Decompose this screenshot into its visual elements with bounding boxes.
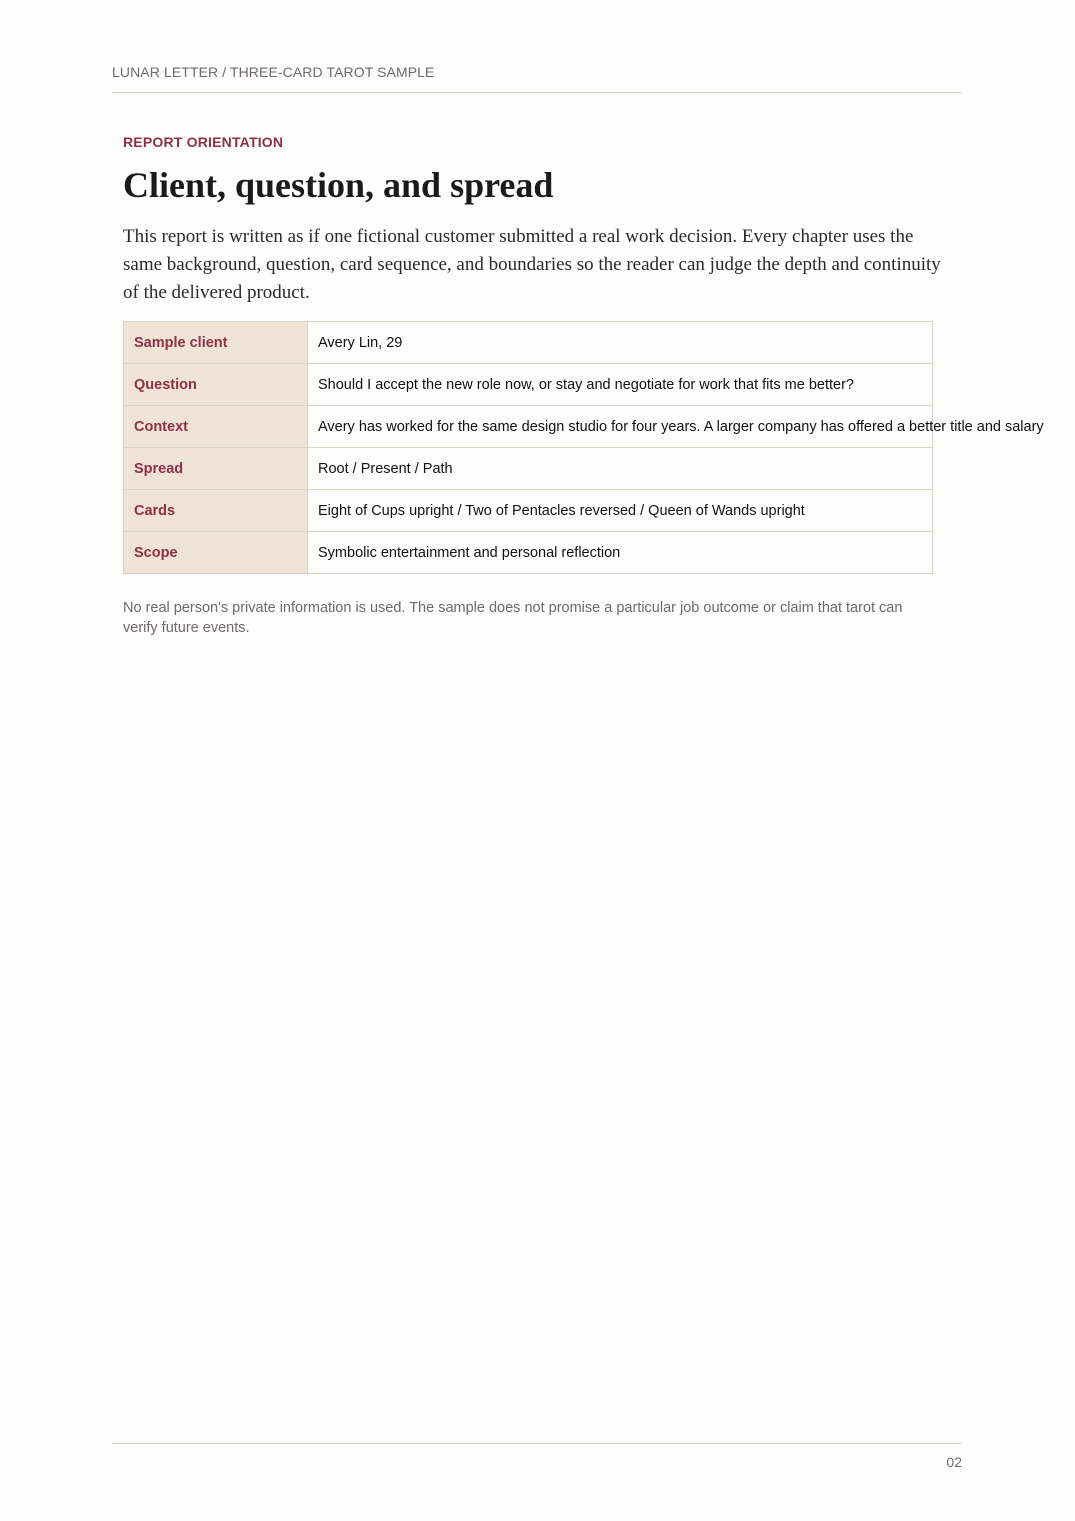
disclaimer-note: No real person's private information is used. The sample does not promise a particular job outcome or claim that tarot can verify future events. [123,600,903,636]
fact-value-cards: Eight of Cups upright / Two of Pentacles reversed / Queen of Wands upright [308,490,933,532]
fact-label-spread: Spread [124,448,308,490]
page-number: 02 [946,1454,962,1470]
table-row [124,532,933,574]
fact-value-scope: Symbolic entertainment and personal reflection [308,532,933,574]
report-section [123,133,1044,638]
footer-divider [112,1443,962,1444]
fact-value-question: Should I accept the new role now, or stay and negotiate for work that fits me better? [308,364,933,406]
table-row [124,448,933,490]
table-row [124,364,933,406]
running-header: LUNAR LETTER / THREE-CARD TAROT SAMPLE [112,64,435,80]
client-facts-table [123,321,1044,574]
table-row [124,406,933,448]
fact-value-sample-client: Avery Lin, 29 [308,322,933,364]
fact-label-sample-client: Sample client [124,322,308,364]
fact-label-context: Context [124,406,308,448]
intro-paragraph: This report is written as if one fictional customer submitted a real work decision. Every chapter uses the same background, question, card sequence, and boundaries so the reader can judge the depth and continuity of the delivered product. [123,226,941,303]
header-divider [112,92,962,93]
page-title: Client, question, and spread [123,165,554,205]
fact-label-question: Question [124,364,308,406]
table-row [124,490,933,532]
fact-value-context: Avery has worked for the same design studio for four years. A larger company has offered a better title and salary [308,406,933,448]
fact-label-scope: Scope [124,532,308,574]
table-row [124,322,933,364]
fact-value-spread: Root / Present / Path [308,448,933,490]
fact-label-cards: Cards [124,490,308,532]
section-eyebrow: REPORT ORIENTATION [123,134,284,150]
